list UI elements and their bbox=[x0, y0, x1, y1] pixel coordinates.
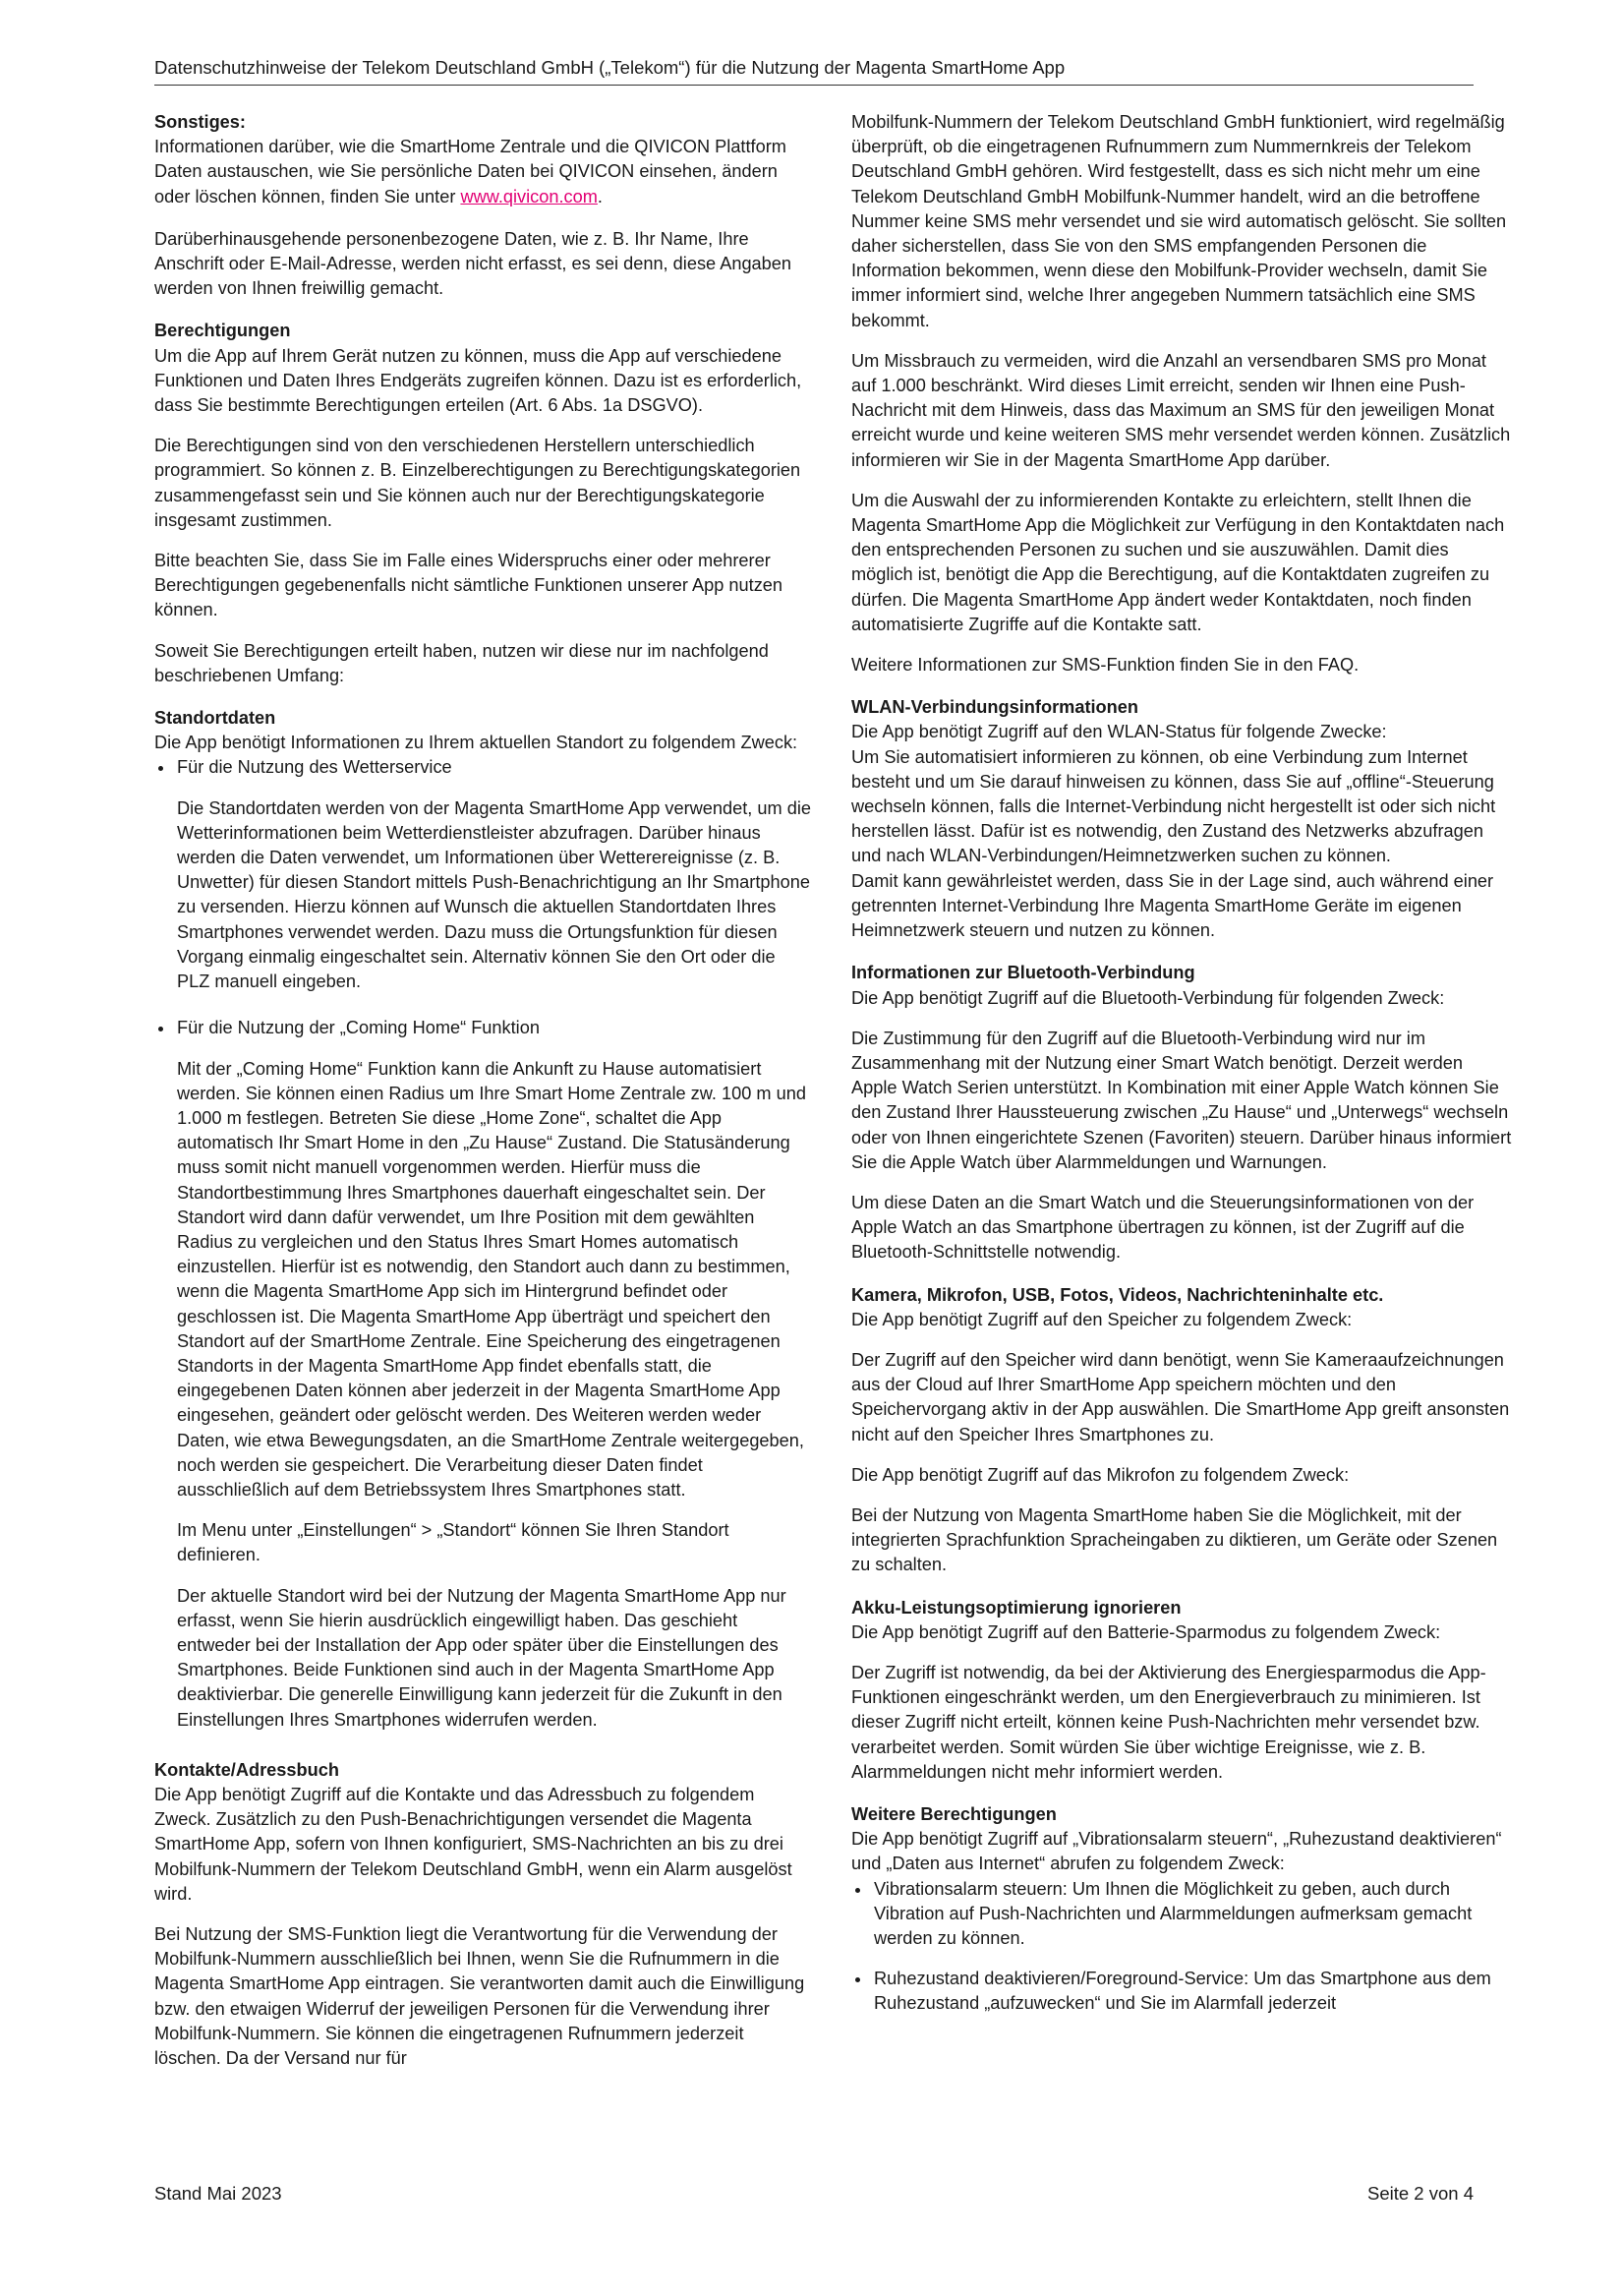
bullet-list bbox=[154, 755, 813, 1732]
section-akku bbox=[851, 1596, 1512, 1785]
footer-date: Stand Mai 2023 bbox=[154, 2183, 282, 2204]
paragraph: Die App benötigt Zugriff auf den Speicher zu folgendem Zweck: bbox=[851, 1309, 1353, 1329]
section-heading: Sonstiges: bbox=[154, 112, 246, 132]
paragraph: Um diese Daten an die Smart Watch und die Steuerungsinformationen von der Apple Watch an das Smartphone übertragen zu können, ist der Zugriff auf die Bluetooth-Schnittstelle notwendig. bbox=[851, 1192, 1475, 1263]
paragraph: Bei der Nutzung von Magenta SmartHome haben Sie die Möglichkeit, mit der integrierten Sprachfunktion Spracheingaben zu diktieren, um Geräte oder Szenen zu schalten. bbox=[851, 1504, 1498, 1575]
section-heading: Berechtigungen bbox=[154, 321, 291, 341]
left-column bbox=[154, 110, 813, 2089]
section-kontakte bbox=[154, 1758, 813, 2071]
bullet-text: Mit der „Coming Home“ Funktion kann die Ankunft zu Hause automatisiert werden. Sie können einen Radius um Ihre Smart Home Zentrale zw. 100 m und 1.000 m festlegen. Betreten Sie diese „Home Zone“, schaltet die App automatisch Ihr Smart Home in den „Zu Hause“ Zustand. Die Statusänderung muss somit nicht manuell vorgenommen werden. Hierfür muss die Standortbestimmung Ihres Smartphones dauerhaft eingeschaltet sein. Der Standort wird dann dafür verwendet, um Ihre Position mit dem gewählten Radius zu vergleichen und den Status Ihres Smart Homes automatisch einzustellen. Hierfür ist es notwendig, den Standort auch dann zu bestimmen, wenn die Magenta SmartHome App sich im Hintergrund befindet oder geschlossen ist. Die Magenta SmartHome App überträgt und speichert den Standort auf der SmartHome Zentrale. Eine Speicherung des eingetragenen Standorts in der Magenta SmartHome App findet ebenfalls statt, die eingegebenen Daten können aber jederzeit in der Magenta SmartHome App eingesehen, geändert oder gelöscht werden. Des Weiteren werden weder Daten, wie etwa Bewegungsdaten, an die SmartHome Zentrale weitergegeben, noch werden sie gespeichert. Die Verarbeitung dieser Daten findet ausschließlich auf dem Betriebssystem Ihres Smartphones statt. bbox=[177, 1058, 806, 1500]
paragraph: Die App benötigt Zugriff auf die Bluetooth-Verbindung für folgenden Zweck: bbox=[851, 987, 1445, 1008]
paragraph: Um die App auf Ihrem Gerät nutzen zu können, muss die App auf verschiedene Funktionen und Daten Ihres Endgeräts zugreifen können. Dazu ist es erforderlich, dass Sie bestimmte Berechtigungen erteilen (Art. 6 Abs. 1a DSGVO). bbox=[154, 345, 802, 416]
page-number: Seite 2 von 4 bbox=[1367, 2183, 1474, 2204]
paragraph: Bitte beachten Sie, dass Sie im Falle eines Widerspruchs einer oder mehrerer Berechtigungen gegebenenfalls nicht sämtliche Funktionen unserer App nutzen können. bbox=[154, 551, 783, 620]
paragraph: Darüberhinausgehende personenbezogene Daten, wie z. B. Ihr Name, Ihre Anschrift oder E-Mail-Adresse, werden nicht erfasst, es sei denn, diese Angaben werden von Ihnen freiwillig gemacht. bbox=[154, 228, 792, 299]
section-standortdaten bbox=[154, 706, 813, 1733]
section-heading: Kontakte/Adressbuch bbox=[154, 1759, 339, 1780]
paragraph: Bei Nutzung der SMS-Funktion liegt die Verantwortung für die Verwendung der Mobilfunk-Nummern ausschließlich bei Ihnen, wenn Sie die Rufnummern in die Magenta SmartHome App eintragen. Sie verantworten damit auch die Einwilligung bzw. den etwaigen Widerruf der jeweiligen Personen für die Verwendung ihrer Mobilfunk-Nummern. Sie können die eingetragenen Rufnummern jederzeit löschen. Da der Versand nur für bbox=[154, 1924, 805, 2069]
list-item bbox=[851, 1877, 1512, 1952]
list-item bbox=[154, 755, 813, 994]
page-header bbox=[154, 57, 1474, 86]
right-column bbox=[851, 110, 1512, 2034]
section-bluetooth bbox=[851, 961, 1512, 1265]
bullet-text: Der aktuelle Standort wird bei der Nutzung der Magenta SmartHome App nur erfasst, wenn Sie hierin ausdrücklich eingewilligt haben. Das geschieht entweder bei der Installation der App oder später über die Einstellungen des Smartphones. Beide Funktionen sind auch in der Magenta SmartHome App deaktivierbar. Die generelle Einwilligung kann jederzeit für die Zukunft in den Einstellungen Ihres Smartphones widerrufen werden. bbox=[177, 1585, 786, 1730]
period: . bbox=[597, 186, 603, 206]
paragraph: Die App benötigt Zugriff auf den WLAN-Status für folgende Zwecke: bbox=[851, 722, 1387, 742]
section-weitere bbox=[851, 1802, 1512, 2017]
list-item bbox=[154, 1016, 813, 1732]
section-berechtigungen bbox=[154, 319, 813, 688]
paragraph: Die App benötigt Zugriff auf die Kontakte und das Adressbuch zu folgendem Zweck. Zusätzlich zu den Push-Benachrichtigungen versendet die Magenta SmartHome App, sofern von Ihnen konfiguriert, SMS-Nachrichten an bis zu drei Mobilfunk-Nummern der Telekom Deutschland GmbH, wenn ein Alarm ausgelöst wird. bbox=[154, 1784, 792, 1904]
paragraph: Der Zugriff ist notwendig, da bei der Aktivierung des Energiesparmodus die App-Funktionen eingeschränkt werden, um den Energieverbrauch zu minimieren. Ist dieser Zugriff nicht erteilt, können keine Push-Nachrichten mehr versendet bzw. verarbeitet werden. Somit würden Sie über wichtige Ereignisse, wie z. B. Alarmmeldungen nicht mehr informiert werden. bbox=[851, 1662, 1486, 1782]
paragraph: Die App benötigt Zugriff auf „Vibrationsalarm steuern“, „Ruhezustand deaktivieren“ und „Daten aus Internet“ abrufen zu folgendem Zweck: bbox=[851, 1829, 1502, 1874]
paragraph: Die App benötigt Informationen zu Ihrem aktuellen Standort zu folgendem Zweck: bbox=[154, 733, 798, 753]
bullet-text: Ruhezustand deaktivieren/Foreground-Service: Um das Smartphone aus dem Ruhezustand „aufzuwecken“ und Sie im Alarmfall jederzeit bbox=[874, 1969, 1491, 2014]
paragraph: Um Sie automatisiert informieren zu können, ob eine Verbindung zum Internet besteht und um Sie darauf hinweisen zu können, dass Sie auf „offline“-Steuerung wechseln können, falls die Internet-Verbindung nicht hergestellt ist oder sich nicht herstellen lässt. Dafür ist es notwendig, den Zustand des Netzwerks abzufragen und nach WLAN-Verbindungen/Heimnetzwerken suchen zu können. bbox=[851, 746, 1496, 866]
paragraph: Die App benötigt Zugriff auf das Mikrofon zu folgendem Zweck: bbox=[851, 1464, 1350, 1485]
list-item bbox=[851, 1967, 1512, 2016]
bullet-text: Die Standortdaten werden von der Magenta SmartHome App verwendet, um die Wetterinformationen beim Wetterdienstleister abzufragen. Darüber hinaus werden die Daten verwendet, um Informationen über Wetterereignisse (z. B. Unwetter) für diesen Standort mittels Push-Benachrichtigung an Ihr Smartphone zu versenden. Hierzu können auf Wunsch die aktuellen Standortdaten Ihres Smartphones verwendet werden. Dazu muss die Ortungsfunktion für diesen Vorgang einmalig eingeschaltet sein. Alternativ können Sie den Ort oder die PLZ manuell eingeben. bbox=[177, 797, 812, 992]
bullet-title: Für die Nutzung der „Coming Home“ Funktion bbox=[177, 1018, 540, 1038]
paragraph: Um die Auswahl der zu informierenden Kontakte zu erleichtern, stellt Ihnen die Magenta SmartHome App die Möglichkeit zur Verfügung in den Kontaktdaten nach den entsprechenden Personen zu suchen und sie auszuwählen. Damit dies möglich ist, benötigt die App die Berechtigung, auf die Kontaktdaten zugreifen zu dürfen. Die Magenta SmartHome App ändert weder Kontaktdaten, noch finden automatisierte Zugriffe auf die Kontakte satt. bbox=[851, 490, 1505, 634]
section-wlan bbox=[851, 695, 1512, 943]
section-heading: Informationen zur Bluetooth-Verbindung bbox=[851, 963, 1195, 983]
paragraph: Die Zustimmung für den Zugriff auf die Bluetooth-Verbindung wird nur im Zusammenhang mit der Nutzung einer Smart Watch benötigt. Derzeit werden Apple Watch Serien unterstützt. In Kombination mit einer Apple Watch können Sie den Zustand Ihrer Haussteuerung zwischen „Zu Hause“ und „Unterwegs“ wechseln oder von Ihnen eingerichtete Szenen (Favoriten) steuern. Darüber hinaus informiert Sie die Apple Watch über Alarmmeldungen und Warnungen. bbox=[851, 1028, 1512, 1172]
paragraph: Mobilfunk-Nummern der Telekom Deutschland GmbH funktioniert, wird regelmäßig überprüft, ob die eingetragenen Rufnummern zum Nummernkreis der Telekom Deutschland GmbH gehören. Wird festgestellt, dass es sich nicht mehr um eine Telekom Deutschland GmbH Mobilfunk-Nummer handelt, wird an die betroffene Nummer keine SMS mehr versendet und sie wird automatisch gelöscht. Sie sollten daher sicherstellen, dass Sie von den SMS empfangenden Personen die Information bekommen, wenn diese den Mobilfunk-Provider wechseln, damit Sie immer informiert sind, welche Ihrer angegeben Nummern tatsächlich eine SMS bekommt. bbox=[851, 112, 1507, 330]
paragraph bbox=[154, 135, 813, 209]
section-kamera bbox=[851, 1283, 1512, 1578]
bullet-list bbox=[851, 1877, 1512, 2017]
qivicon-link[interactable]: www.qivicon.com bbox=[460, 186, 598, 206]
bullet-text: Vibrationsalarm steuern: Um Ihnen die Möglichkeit zu geben, auch durch Vibration auf Push-Nachrichten und Alarmmeldungen aufmerksam gemacht werden zu können. bbox=[874, 1878, 1473, 1948]
bullet-text: Im Menu unter „Einstellungen“ > „Standort“ können Sie Ihren Standort definieren. bbox=[177, 1520, 729, 1565]
section-heading: Akku-Leistungsoptimierung ignorieren bbox=[851, 1597, 1182, 1618]
paragraph: Die App benötigt Zugriff auf den Batterie-Sparmodus zu folgendem Zweck: bbox=[851, 1621, 1441, 1642]
paragraph-text: Informationen darüber, wie die SmartHome Zentrale und die QIVICON Plattform Daten austauschen, wie Sie persönliche Daten bei QIVICON einsehen, ändern oder löschen können, finden Sie unter bbox=[154, 137, 786, 206]
bullet-title: Für die Nutzung des Wetterservice bbox=[177, 757, 452, 778]
section-heading: Standortdaten bbox=[154, 708, 276, 729]
paragraph: Der Zugriff auf den Speicher wird dann benötigt, wenn Sie Kameraaufzeichnungen aus der Cloud auf Ihrer SmartHome App speichern möchten und den Speichervorgang aktiv in der App auswählen. Die SmartHome App greift ansonsten nicht auf den Speicher Ihres Smartphones zu. bbox=[851, 1349, 1510, 1444]
page-footer bbox=[154, 2183, 1474, 2205]
paragraph: Soweit Sie Berechtigungen erteilt haben, nutzen wir diese nur im nachfolgend beschriebenen Umfang: bbox=[154, 640, 769, 685]
section-sonstiges bbox=[154, 110, 813, 301]
section-sms bbox=[851, 110, 1512, 677]
paragraph: Um Missbrauch zu vermeiden, wird die Anzahl an versendbaren SMS pro Monat auf 1.000 beschränkt. Wird dieses Limit erreicht, senden wir Ihnen eine Push-Nachricht mit dem Hinweis, dass das Maximum an SMS für den jeweiligen Monat erreicht wurde und keine weiteren SMS mehr versendet werden können. Zusätzlich informieren wir Sie in der Magenta SmartHome App darüber. bbox=[851, 350, 1511, 470]
section-heading: Kamera, Mikrofon, USB, Fotos, Videos, Nachrichteninhalte etc. bbox=[851, 1284, 1384, 1305]
paragraph: Weitere Informationen zur SMS-Funktion finden Sie in den FAQ. bbox=[851, 655, 1360, 676]
paragraph: Damit kann gewährleistet werden, dass Sie in der Lage sind, auch während einer getrennten Internet-Verbindung Ihre Magenta SmartHome Geräte im eigenen Heimnetzwerk steuern und nutzen zu können. bbox=[851, 870, 1494, 941]
section-heading: WLAN-Verbindungsinformationen bbox=[851, 697, 1138, 718]
section-heading: Weitere Berechtigungen bbox=[851, 1803, 1057, 1824]
document-title: Datenschutzhinweise der Telekom Deutschland GmbH („Telekom“) für die Nutzung der Magenta SmartHome App bbox=[154, 57, 1066, 78]
paragraph: Die Berechtigungen sind von den verschiedenen Herstellern unterschiedlich programmiert. So können z. B. Einzelberechtigungen zu Berechtigungskategorien zusammengefasst sein und Sie können auch nur der Berechtigungskategorie insgesamt zustimmen. bbox=[154, 436, 801, 530]
